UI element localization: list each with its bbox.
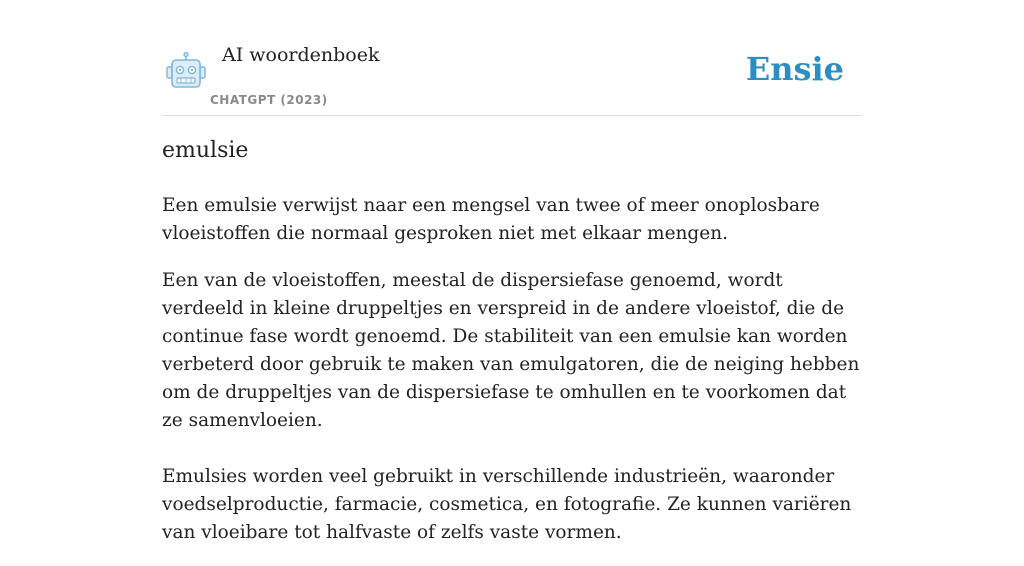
robot-icon [166, 52, 206, 90]
entry-definition [162, 192, 862, 566]
definition-paragraph: Een emulsie verwijst naar een mengsel van twee of meer onoplosbare vloeistoffen die normaal gesproken niet met elkaar mengen. [162, 195, 820, 244]
definition-paragraph: Een van de vloeistoffen, meestal de dispersiefase genoemd, wordt verdeeld in kleine druppeltjes en verspreid in de andere vloeistof, die de continue fase wordt genoemd. De stabiliteit van een emulsie kan worden verbeterd door gebruik te maken van emulgatoren, die de neiging hebben om de druppeltjes van de dispersiefase te omhullen en te voorkomen dat ze samenvloeien. [162, 270, 860, 431]
dictionary-title[interactable]: AI woordenboek [222, 44, 380, 66]
definition-paragraph: Emulsies worden veel gebruikt in verschillende industrieën, waaronder voedselproductie, farmacie, cosmetica, en fotografie. Ze kunnen variëren van vloeibare tot halfvaste of zelfs vaste vormen. [162, 466, 852, 543]
header [162, 0, 862, 116]
entry-term: emulsie [162, 138, 249, 163]
dictionary-source: CHATGPT (2023) [210, 93, 328, 107]
page [162, 0, 862, 543]
brand-logo[interactable]: Ensie [745, 50, 844, 88]
